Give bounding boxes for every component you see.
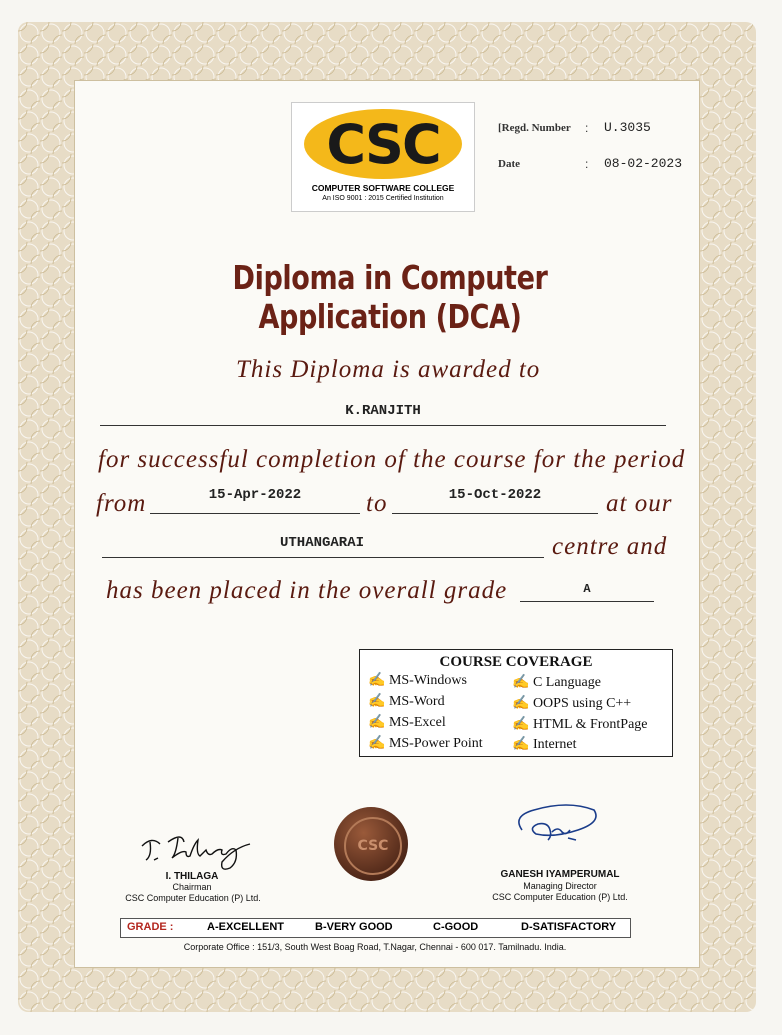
grade-d: D-SATISFACTORY (521, 921, 617, 933)
centre-name: UTHANGARAI (279, 535, 364, 551)
course-item: ✍ MS-Windows (368, 673, 467, 688)
diploma-title: Diploma in Computer Application (DCA) (232, 258, 548, 336)
from-date: 15-Apr-2022 (208, 487, 302, 503)
date-value: 08-02-2023 (604, 156, 683, 171)
to-underline (392, 513, 598, 514)
pencil-icon: ✍ (512, 696, 530, 711)
grade-b: B-VERY GOOD (315, 921, 393, 933)
overall-grade: A (583, 582, 591, 596)
grade-line-text: has been placed in the overall grade (106, 577, 508, 604)
reg-number-label: [Regd. Number (498, 122, 571, 134)
corporate-office-address: Corporate Office : 151/3, South West Boag Road, T.Nagar, Chennai - 600 017. Tamilnadu. India. (183, 942, 567, 952)
pencil-icon: ✍ (368, 673, 386, 688)
seal-text: CSC (344, 817, 402, 875)
course-item: ✍ Internet (512, 737, 577, 752)
pencil-icon: ✍ (512, 737, 530, 752)
at-our-text: at our (606, 490, 673, 517)
managing-director-name: GANESH IYAMPERUMAL (500, 869, 620, 880)
chairman-company: CSC Computer Education (P) Ltd. (125, 893, 261, 903)
to-date: 15-Oct-2022 (448, 487, 542, 503)
managing-director-company: CSC Computer Education (P) Ltd. (492, 892, 628, 902)
pencil-icon: ✍ (368, 694, 386, 709)
pencil-icon: ✍ (368, 715, 386, 730)
course-item: ✍ MS-Word (368, 694, 445, 709)
reg-number-value: U.3035 (604, 120, 651, 135)
csc-logo (291, 102, 475, 212)
centre-underline (102, 557, 544, 558)
chairman-name: I. THILAGA (165, 871, 219, 882)
date-colon: : (585, 157, 589, 171)
grade-underline (520, 601, 654, 602)
college-seal (334, 807, 408, 881)
course-item: ✍ OOPS using C++ (512, 696, 632, 711)
to-label: to (366, 490, 388, 517)
completion-text: for successful completion of the course for the period (98, 446, 686, 473)
grade-c: C-GOOD (433, 921, 479, 933)
recipient-name: K.RANJITH (345, 403, 421, 419)
grade-scale-bar (120, 918, 631, 938)
iso-line: An ISO 9001 : 2015 Certified Institution (322, 195, 444, 202)
from-label: from (96, 490, 147, 517)
pencil-icon: ✍ (512, 675, 530, 690)
awarded-to-text: This Diploma is awarded to (236, 356, 541, 383)
grade-a: A-EXCELLENT (207, 921, 284, 933)
from-underline (150, 513, 360, 514)
chairman-signature (138, 828, 256, 872)
date-label: Date (498, 158, 520, 170)
course-item: ✍ C Language (512, 675, 601, 690)
reg-colon: : (585, 121, 589, 135)
course-coverage-title: COURSE COVERAGE (439, 654, 593, 670)
name-underline (100, 425, 666, 426)
course-coverage-box (359, 649, 673, 757)
course-item: ✍ MS-Excel (368, 715, 446, 730)
chairman-title: Chairman (172, 882, 212, 892)
managing-director-signature (508, 800, 604, 850)
centre-and-text: centre and (552, 533, 668, 560)
pencil-icon: ✍ (368, 736, 386, 751)
pencil-icon: ✍ (512, 717, 530, 732)
course-item: ✍ HTML & FrontPage (512, 717, 648, 732)
grade-scale-label: GRADE : (127, 921, 174, 933)
logo-text: CSC (326, 112, 440, 176)
managing-director-title: Managing Director (523, 881, 597, 891)
college-name: COMPUTER SOFTWARE COLLEGE (311, 183, 455, 193)
course-item: ✍ MS-Power Point (368, 736, 483, 751)
